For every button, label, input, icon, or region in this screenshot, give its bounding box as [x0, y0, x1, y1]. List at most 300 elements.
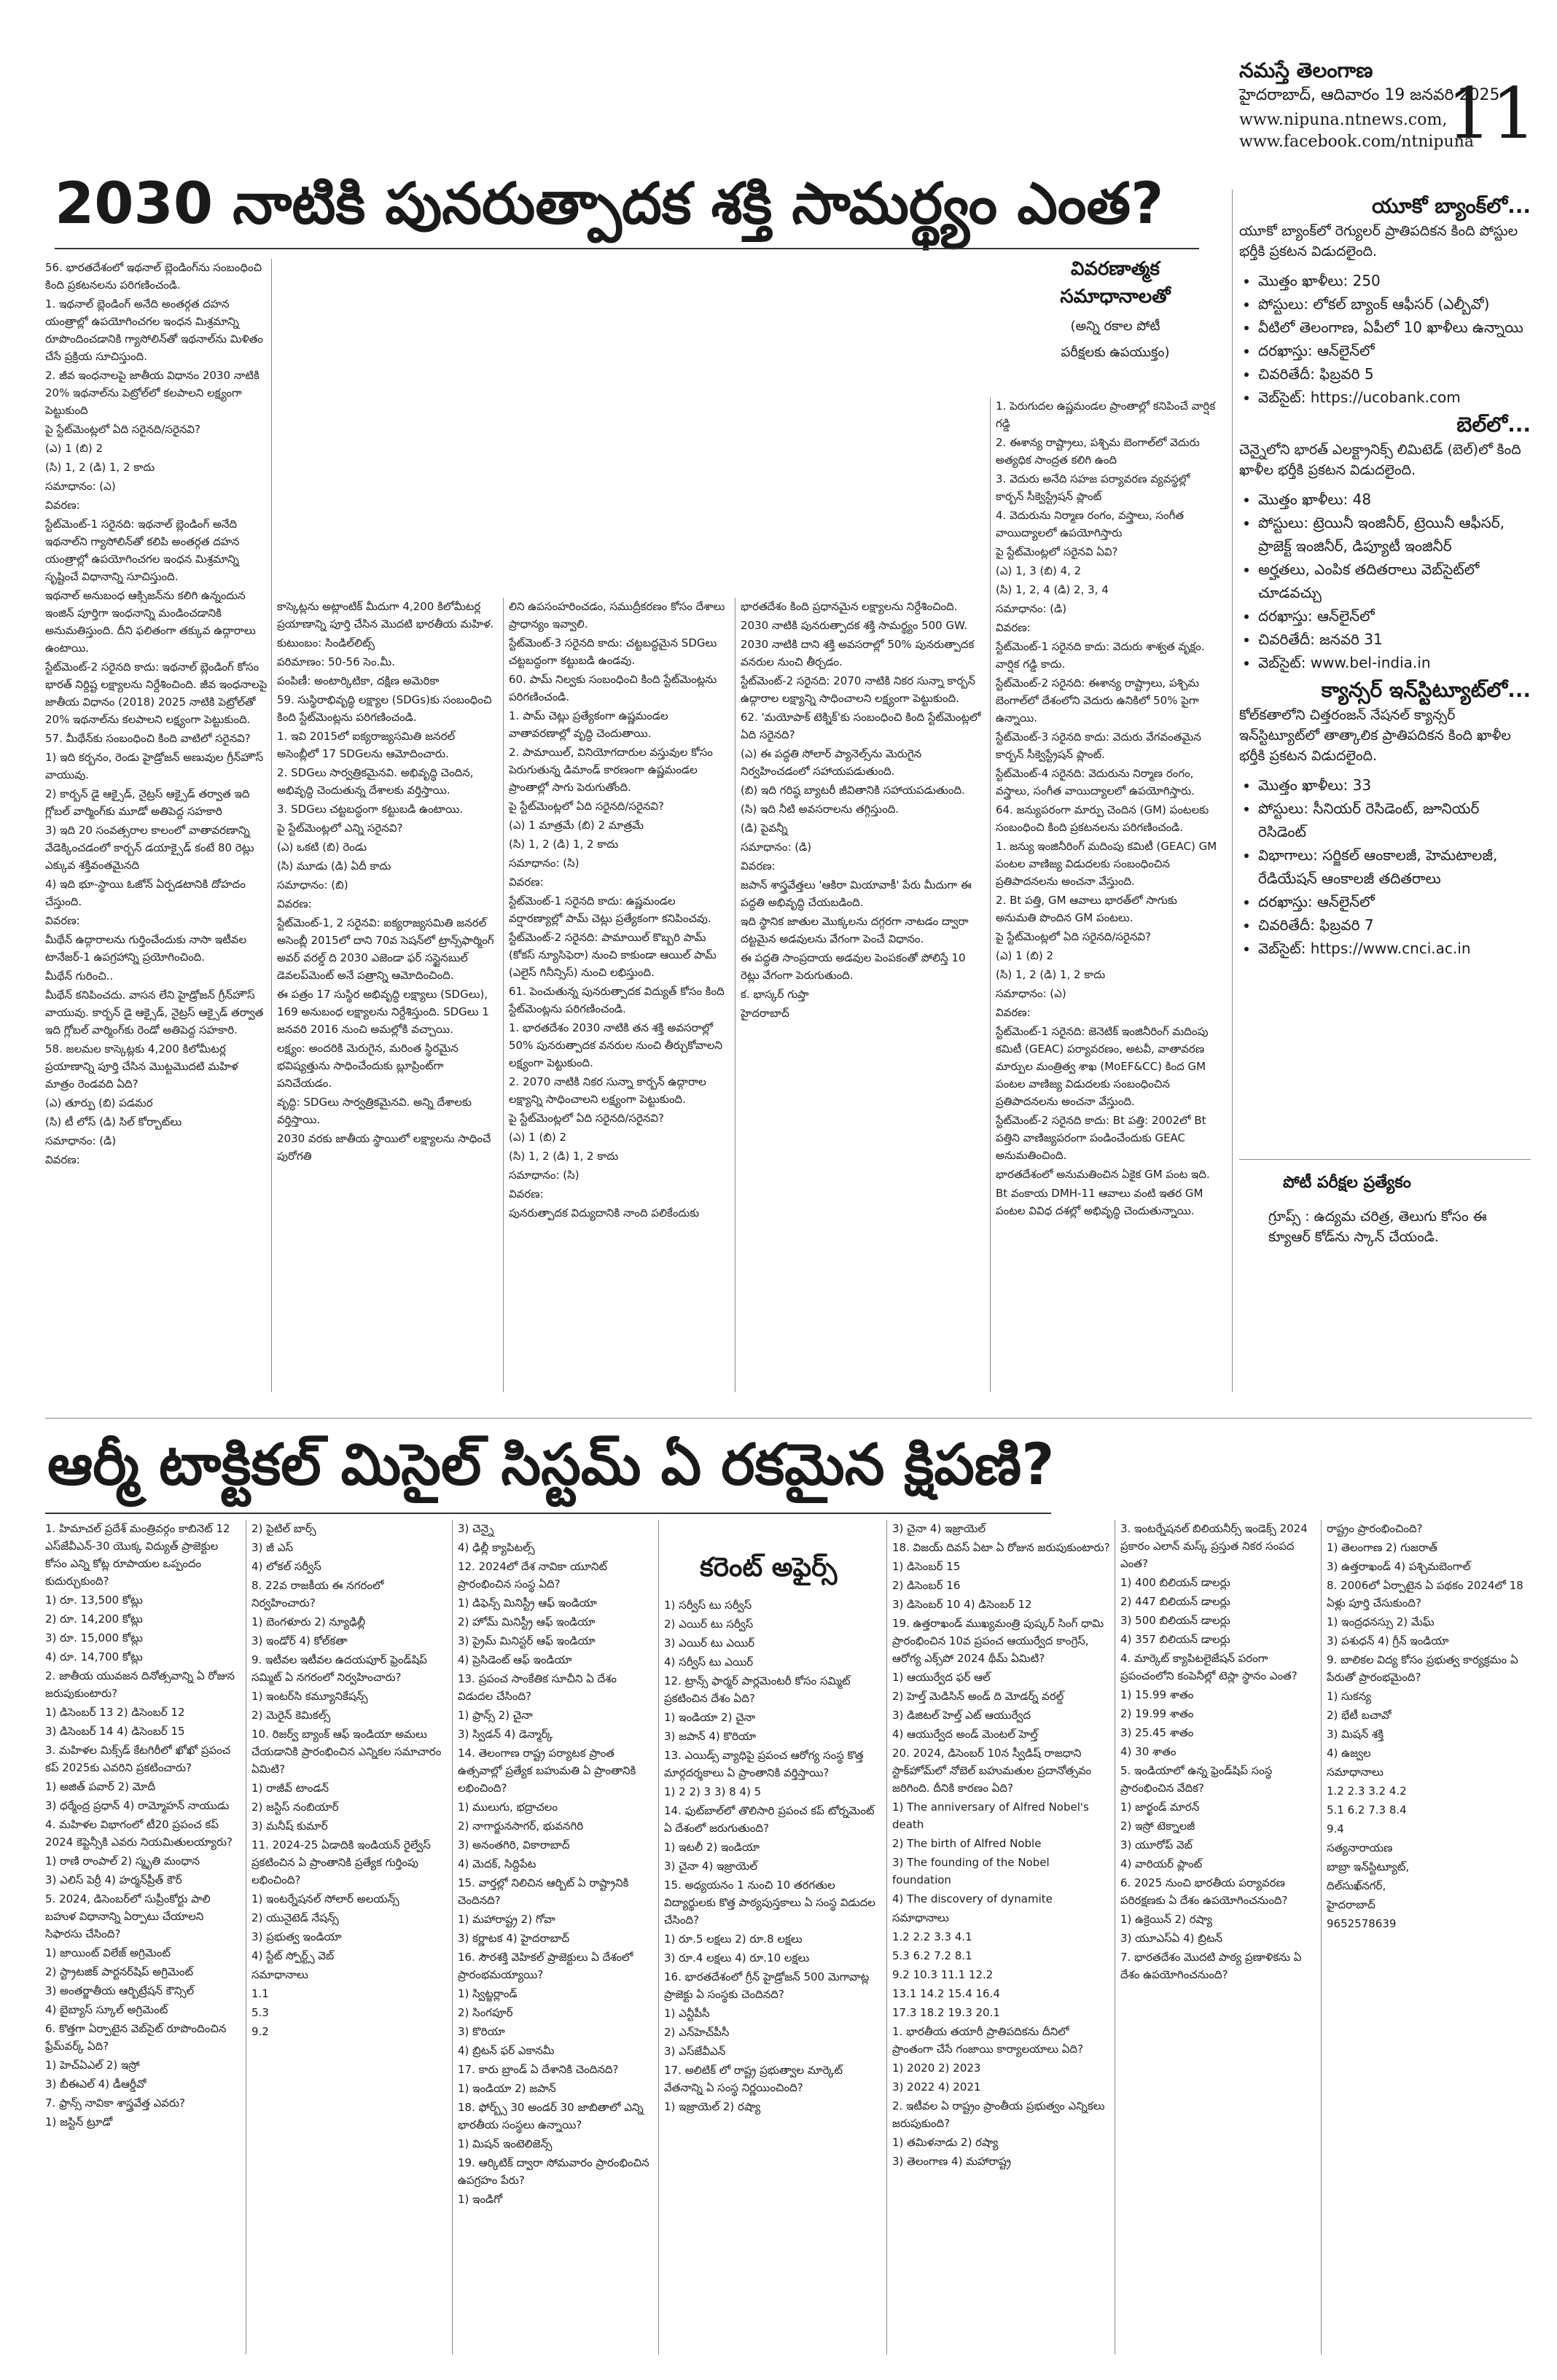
job-heading: క్యాన్సర్ ఇన్‌స్టిట్యూట్‌లో... [1321, 678, 1531, 702]
text-line: 2) కార్బన్ డై ఆక్సైడ్, నైట్రస్ ఆక్సైడ్ తర్వాత ఇది గ్లోబల్ వార్మింగ్‌కు మూడో అతిపెద్ద సహకారి [45, 787, 250, 818]
text-line: 2) యునైటెడ్ నేషన్స్ [251, 1911, 339, 1924]
text-line: 3) 25.45 శాతం [1120, 1726, 1194, 1739]
text-line: దిల్‌సుఖ్‌నగర్, [1327, 1879, 1386, 1892]
text-line: 3. వెదురు అనేది సహజ పర్యావరణ వ్యవస్థల్లో కార్బన్ సీక్వెస్ట్రేషన్ ప్లాంట్ [996, 472, 1190, 503]
text-line: 1) ఇంటర్నేషనల్ సోలార్ అలయన్స్ [251, 1892, 399, 1905]
jobs-sidebar [1239, 193, 1531, 1163]
text-line: (ఎ) ఒకటి (బి) రెండు [277, 840, 367, 854]
text-line: 3. మహిళల మిక్స్‌డ్ కేటగిరీలో ఖోఖో ప్రపంచ కప్ 2025కు ఎవరిని ప్రకటించారు? [45, 1744, 231, 1774]
text-line: (సి) ఇది నీటి అవసరాలను తగ్గిస్తుంది. [741, 803, 900, 816]
text-line: 3) రూ.4 లక్షలు 4) రూ.10 లక్షలు [664, 1951, 810, 1965]
text-line: 1. పెరుగుదల ఉష్ణమండల ప్రాంతాల్లో కనిపించే వార్షిక గడ్డి [996, 399, 1216, 430]
text-line: వివరణ: [509, 1187, 544, 1201]
text-line: 3) స్విడన్ 4) డెన్మార్క్ [458, 1728, 553, 1741]
text-line: 2) సింగపూర్ [458, 2006, 513, 2019]
text-line: సమాధానం: (డి) [996, 602, 1067, 615]
text-line: 1) ఎన్టీపీసీ [664, 2007, 710, 2020]
text-line: 60. పామ్ నిల్వకు సంబంధించి కింది స్టేట్‌మెంట్లను పరిగణించండి. [509, 673, 717, 703]
text-line: 1) ఇండిగో [458, 2193, 503, 2206]
list-item: • పోస్టులు: ట్రెయినీ ఇంజినీర్, ట్రెయినీ ఆఫీసర్, ప్రాజెక్ట్ ఇంజినీర్, డిప్యూటీ ఇంజినీర్ [1258, 511, 1531, 558]
article-column-5 [996, 397, 1218, 1396]
text-line: 3) తెలంగాణ 4) మహారాష్ట్ర [892, 2155, 1011, 2168]
column-divider [886, 1520, 887, 2354]
text-line: కాస్కెట్లను అట్లాంటిక్ మీదుగా 4,200 కిలోమీటర్ల ప్రయాణాన్ని పూర్తి చేసిన మొదటి భారతీయ మహిళ. [277, 600, 494, 631]
headline-rule [45, 1513, 1051, 1514]
web-link-2: www.facebook.com/ntnipuna [1239, 133, 1474, 151]
text-line: 3) డిసెంబర్ 10 4) డిసెంబర్ 12 [892, 1598, 1032, 1611]
list-item: • మొత్తం ఖాళీలు: 48 [1258, 488, 1531, 511]
text-line: లక్ష్యం: అందరికి మెరుగైన, మరింత స్థిరమైన భవిష్యత్తును సాధించేందుకు బ్లూప్రింట్‌గా పనిచేయడం. [277, 1042, 458, 1090]
text-line: వివరణ: [45, 914, 80, 927]
text-line: 6. 2025 నుంచి భారతీయ పర్యావరణ పరిరక్షణకు ఏ దేశం ఉపయోగించనుంది? [1120, 1876, 1288, 1907]
text-line: 2030 నాటికి దాని శక్తి అవసరాల్లో 50% పునరుత్పాదక వనరుల నుంచి తీర్చడం. [741, 638, 975, 668]
text-line: 56. భారతదేశంలో ఇథనాల్ బ్లెండింగ్‌ను సంబంధించి కింది ప్రకటనలను పరిగణించండి. [45, 261, 262, 292]
text-line: (ఎ) 1 (బి) 2 [45, 442, 104, 455]
text-line: 9. బాలికల విద్య కోసం ప్రభుత్వ కార్యక్రమం ఏ పేరుతో ప్రారంభమైంది? [1327, 1653, 1518, 1684]
section-rule [45, 1418, 1532, 1419]
text-line: 3) ఎలిస్ పెర్రీ 4) హర్మన్‌ప్రీత్ కౌర్ [45, 1873, 182, 1887]
text-line: స్టేట్‌మెంట్-2 సరైనది: పామాయిల్ కొబ్బరి పామ్ (కోకస్ న్యూసిఫెరా) నుంచి కాకుండా ఆయిల్ పామ్ (ఎలైస్ గినీన్సిస్) నుంచి లభిస్తుంది. [509, 931, 717, 979]
text-line: వివరణ: [741, 859, 776, 873]
text-line: ఈ పద్ధతి సాంప్రదాయ అడవుల పెంపకంతో పోలిస్తే 10 రెట్లు వేగంగా పెరుగుతుంది. [741, 951, 966, 982]
text-line: 3) జపాన్ 4) కొరియా [664, 1730, 757, 1743]
article-column-2 [277, 598, 499, 1396]
column-divider [1321, 1520, 1322, 2354]
text-line: పై స్టేట్‌మెంట్లలో ఏది సరైనది/సరైనవి? [45, 423, 201, 436]
text-line: స్టేట్‌మెంట్-3 సరైనది కాదు: చట్టబద్ధమైన SDGలు చట్టబద్ధంగా కట్టుబడి ఉండవు. [509, 636, 717, 667]
text-line: 4) లోకల్ సర్వీస్ [251, 1560, 321, 1573]
article-column-3 [509, 598, 731, 1396]
text-line: 6. కొత్తగా ఏర్పాటైన వెబ్‌సైట్ రూపొందించిన ఫ్రేమ్‌వర్క్ ఏది? [45, 2022, 227, 2053]
column-divider [658, 1520, 659, 2354]
text-line: 4) మెదక్, సిద్దిపేట [458, 1857, 536, 1870]
text-line: సమాధానం: (డి) [741, 840, 812, 854]
column-divider [271, 259, 272, 1392]
text-line: 3) రూ. 15,000 కోట్లు [45, 1631, 143, 1644]
text-line: 1) ఇజ్రాయెల్ 2) రష్యా [664, 2100, 761, 2113]
special-rule [1239, 1159, 1531, 1160]
list-item: • వెబ్‌సైట్: https://www.cnci.ac.in [1258, 937, 1531, 960]
text-line: 1) 400 బిలియన్ డాలర్లు [1120, 1576, 1230, 1589]
text-line: 3) యూరోప్ వెబ్ [1120, 1838, 1193, 1852]
text-line: 4) వారియర్ ప్లాంట్ [1120, 1857, 1203, 1870]
text-line: 2) హెల్త్ మెడిసిన్ అండ్ ది మోడర్న్ వరల్డ్ [892, 1690, 1064, 1703]
text-line: 13.1 14.2 15.4 16.4 [892, 1987, 1000, 2000]
list-item: • దరఖాస్తు: ఆన్‌లైన్‌లో [1258, 604, 1531, 628]
text-line: 1) ఇండియా 2) చైనా [664, 1711, 756, 1724]
text-line: 1) రాజీవ్ టాండన్ [251, 1782, 329, 1795]
text-line: 19. ఉత్తరాఖండ్ ముఖ్యమంత్రి పుష్కర్ సింగ్ ధామి ప్రారంభించిన 10వ ప్రపంచ ఆయుర్వేద కాంగ్రెస్, ఆరోగ్య ఎక్స్‌పో 2024 థీమ్ ఏమిటి? [892, 1617, 1104, 1665]
text-line: 1) రూ. 13,500 కోట్లు [45, 1593, 143, 1607]
text-line: 3) కొరియా [458, 2025, 505, 2038]
quiz-column-2 [251, 1520, 448, 2354]
list-item: • చివరితేదీ: ఫిబ్రవరి 7 [1258, 913, 1531, 937]
text-line: 2) మెరైన్ కెమికల్స్ [251, 1709, 331, 1722]
text-line: సమాధానాలు [1327, 1766, 1384, 1779]
text-line: 4) 30 శాతం [1120, 1745, 1176, 1758]
job-details [1239, 269, 1531, 409]
text-line: 11. 2024-25 ఏడాదికి ఇండియన్ రైల్వేస్ ప్రకటించిన ఏ ప్రాంతానికి ప్రత్యేక గుర్తింపు లభించింది? [251, 1838, 431, 1887]
text-line: 2. Bt పత్తి, GM ఆవాలు భారత్‌లో సాగుకు అనుమతి పొందిన GM పంటలు. [996, 894, 1177, 924]
text-line: వివరణ: [996, 1006, 1031, 1019]
text-line: 18. ఫోర్బ్స్ 30 అండర్ 30 జాబితాలో ఎన్ని భారతీయ సంస్థలు ఉన్నాయి? [458, 2101, 644, 2131]
list-item: • వెబ్‌సైట్: https://ucobank.com [1258, 386, 1531, 409]
text-line: 1) డిసెంబర్ 15 [892, 1560, 961, 1573]
text-line: సమాధానం: (సి) [509, 857, 580, 870]
text-line: 1. ఇథనాల్ బ్లెండింగ్ అనేది అంతర్గత దహన యంత్రాల్లో ఉపయోగించగల ఇంధన మిశ్రమాన్ని రూపొందించడానికి గ్యాసోలిన్‌తో ఇథనాల్‌ను మిళితం చేసే ప్రక్రియ సూచిస్తుంది. [45, 297, 263, 363]
text-line: 2. ఇటీవల ఏ రాష్ట్రం ప్రాంతీయ ప్రభుత్వం ఎన్నికలు జరుపుకుంది? [892, 2099, 1105, 2130]
text-line: 1) స్విట్జర్లాండ్ [458, 1987, 518, 2000]
text-line: పై స్టేట్‌మెంట్లలో ఏది సరైనది/సరైనవి? [996, 930, 1152, 943]
text-line: ఇది స్థానిక జాతుల మొక్కలను దగ్గరగా నాటడం ద్వారా దట్టమైన అడవులను వేగంగా పెంచే విధానం. [741, 915, 969, 945]
text-line: 3) 2022 4) 2021 [892, 2080, 981, 2094]
text-line: పరిమాణం: 50-56 సెం.మీ. [277, 655, 395, 668]
job-heading: యూకో బ్యాంక్‌లో... [1371, 194, 1531, 218]
text-line: 9.2 10.3 11.1 12.2 [892, 1968, 994, 1981]
text-line: వృద్ధి: SDGలు సార్వత్రికమైనవి. అన్ని దేశాలకు వర్తిస్తాయి. [277, 1096, 472, 1126]
text-line: 1) డిసెంబర్ 13 2) డిసెంబర్ 12 [45, 1706, 185, 1719]
text-line: 1) 2020 2) 2023 [892, 2061, 981, 2075]
text-line: 3) చెన్నై [458, 1522, 494, 1535]
text-line: (బి) ఇది గరిష్ఠ బ్యాటరీ జీవితానికి సహాయపడుతుంది. [741, 784, 965, 797]
text-line: 1) 15.99 శాతం [1120, 1688, 1194, 1701]
text-line: పునరుత్పాదక విద్యుదానికి నాంది పలికేందుకు [509, 1206, 700, 1220]
quiz-column-1 [45, 1520, 242, 2354]
column-divider [990, 397, 991, 1392]
main-headline: 2030 నాటికి పునరుత్పాదక శక్తి సామర్థ్యం ఎంత? [55, 171, 1164, 237]
text-line: స్టేట్‌మెంట్-3 సరైనది కాదు: వెదురు వేగవంతమైన కార్బన్ సీక్వెస్ట్రేషన్ ప్లాంట్. [996, 730, 1201, 761]
text-line: 3) ధర్మేంద్ర ప్రధాన్ 4) రామ్మోహన్ నాయుడు [45, 1799, 230, 1812]
text-line: 3) చైనా 4) ఇజ్రాయెల్ [892, 1522, 986, 1535]
text-line: హైదరాబాద్ [741, 1007, 789, 1020]
column-divider [452, 1520, 453, 2354]
web-link-1: www.nipuna.ntnews.com, [1239, 111, 1448, 129]
text-line: సమాధానం: (సి) [509, 1168, 580, 1182]
text-line: మీథేన్ గురించి.. [45, 969, 114, 983]
text-line: 9652578639 [1327, 1917, 1397, 1930]
list-item: • వీటిలో తెలంగాణ, ఏపీలో 10 ఖాళీలు ఉన్నాయి [1258, 316, 1531, 339]
text-line: క. భాస్కర్ గుప్తా [741, 988, 809, 1001]
text-line: 4) ఉజ్వల [1327, 1747, 1371, 1760]
text-line: పంపిణీ: అంటార్కిటికా, దక్షిణ అమెరికా [277, 674, 440, 687]
text-line: 1) ములుగు, భద్రాచలం [458, 1800, 558, 1814]
text-line: 10. రిజర్వ్ బ్యాంక్ ఆఫ్ ఇండియా అమలు చేయడానికి ప్రారంభించిన ఎన్నికల సమాచారం ఏమిటి? [251, 1728, 442, 1776]
text-line: 3) డిసెంబర్ 14 4) డిసెంబర్ 15 [45, 1725, 185, 1738]
text-line: 3) ఇది 20 సంవత్సరాల కాలంలో వాతావరణాన్ని వేడెక్కించడంలో కార్బన్ డయాక్సైడ్ కంటే 80 రెట్లు ఎక్కువ శక్తివంతమైనది [45, 824, 254, 872]
text-line: 3) అంతర్జాతీయ ఆర్బిట్రేషన్ కౌన్సిల్ [45, 1984, 195, 1997]
job-intro: కోల్‌కతాలోని చిత్తరంజన్ నేషనల్ క్యాన్సర్ ఇన్‌స్టిట్యూట్‌లో తాత్కాలిక ప్రాతిపదికన కింది ఖాళీల భర్తీకి ప్రకటన విడుదలైంది. [1239, 707, 1511, 764]
text-line: (సి) 1, 2, 4 (డి) 2, 3, 4 [996, 583, 1109, 596]
text-line: 4. మార్కెట్ క్యాపిటలైజేషన్ పరంగా ప్రపంచంలోని కంపెనీల్లో టెస్లా స్థానం ఎంత? [1120, 1652, 1298, 1682]
text-line: (ఎ) 1 (బి) 2 [509, 1131, 567, 1144]
text-line: 2. ఈశాన్య రాష్ట్రాలు, పశ్చిమ బెంగాల్‌లో వెదురు అత్యధిక సాంద్రత కలిగి ఉంది [996, 436, 1200, 467]
special-item: గ్రూప్స్ : ఉద్యమ చరిత్ర, తెలుగు కోసం ఈ క్యూఆర్ కోడ్‌ను స్కాన్ చేయండి. [1268, 1209, 1487, 1245]
text-line: రాష్ట్రం ప్రారంభించింది? [1327, 1522, 1423, 1535]
text-line: 4) బ్రిటన్ ఫర్ ఎకానమీ [458, 2044, 555, 2057]
text-line: 2. జీవ ఇంధనాలపై జాతీయ విధానం 2030 నాటికి 20% ఇథనాల్‌ను పెట్రోల్‌లో కలపాలని లక్ష్యంగా పెట్టుకుంది [45, 369, 260, 417]
text-line: 1) సుకన్య [1327, 1690, 1371, 1703]
text-line: కుటుంబం: సిండిల్‌లిట్స్ [277, 636, 375, 649]
text-line: మీథేన్ ఉద్గారాలను గుర్తించేందుకు నాసా ఇటీవల టానేజర్-1 ఉపగ్రహాన్ని ప్రయోగించింది. [45, 933, 247, 964]
list-item: • చివరితేదీ: ఫిబ్రవరి 5 [1258, 362, 1531, 386]
text-line: 2) ఇస్రో టెక్నాలజీ [1120, 1819, 1195, 1833]
text-line: 2) స్ట్రాటజిక్ పార్టనర్‌షిప్ అగ్రిమెంట్ [45, 1965, 194, 1978]
text-line: 1) The anniversary of Alfred Nobel's death [892, 1800, 1089, 1831]
text-line: 1) రూ.5 లక్షలు 2) రూ.8 లక్షలు [664, 1932, 803, 1946]
text-line: 16. సౌరశక్తి వెహికల్ ప్రాజెక్టులు ఏ దేశంలో ప్రారంభమయ్యాయి? [458, 1951, 633, 1981]
text-line: 3) ఎస్‌జేవీఎన్ [664, 2045, 726, 2058]
text-line: 3) జీ ఎస్ [251, 1541, 294, 1554]
text-line: వివరణ: [45, 499, 80, 512]
text-line: 3. ఇంటర్నేషనల్ బిలియనీర్స్ ఇండెక్స్ 2024 ప్రకారం ఎలాన్ మస్క్ ప్రస్తుత నికర సంపద ఎంత? [1120, 1522, 1308, 1570]
list-item: • మొత్తం ఖాళీలు: 33 [1258, 773, 1531, 797]
text-line: 9. ఇటీవల ఇటీవల ఉదయపూర్ ఫ్రెండ్‌షిప్ సమ్మిట్ ఏ నగరంలో నిర్వహించారు? [251, 1653, 427, 1684]
text-line: 17. కారు బ్రాండ్ ఏ దేశానికి చెందినది? [458, 2063, 619, 2076]
job-intro: చెన్నైలోని భారత్ ఎలక్ట్రానిక్స్ లిమిటెడ్ (బెల్)లో కింది ఖాళీల భర్తీకి ప్రకటన విడుదలైంది. [1239, 442, 1521, 478]
text-line: పై స్టేట్‌మెంట్లలో సరైనవి ఏవి? [996, 545, 1118, 558]
list-item: • అర్హతలు, ఎంపిక తదితరాలు వెబ్‌సైట్‌లో చూడవచ్చు [1258, 558, 1531, 604]
text-line: 4) ఆయుర్వేద అండ్ మెంటల్ హెల్త్ [892, 1728, 1038, 1741]
text-line: 1. జన్యు ఇంజినీరింగ్ మదింపు కమిటీ (GEAC) GM పంటల వాణిజ్య విడుదలకు సంబంధించిన ప్రతిపాదనలను అంచనా వేస్తుంది. [996, 840, 1217, 888]
text-line: 2030 నాటికి పునరుత్పాదక శక్తి సామర్థ్యం 500 GW. [741, 619, 967, 632]
text-line: 9.4 [1327, 1822, 1344, 1835]
text-line: 3) కర్ణాటక 4) హైదరాబాద్ [458, 1932, 570, 1945]
text-line: 4) The discovery of dynamite [892, 1892, 1053, 1905]
text-line: (ఎ) 1 మాత్రమే (బి) 2 మాత్రమే [509, 819, 644, 832]
intro-title-2: సమాధానాలతో [1060, 286, 1171, 308]
text-line: వివరణ: [996, 621, 1031, 634]
intro-title-1: వివరణాత్మక [1071, 258, 1160, 280]
job-heading: బెల్‌లో... [1456, 413, 1531, 437]
text-line: 1) అజిత్ పవార్ 2) మోదీ [45, 1780, 156, 1793]
text-line: 3) చైనా 4) ఇజ్రాయెల్ [664, 1860, 758, 1873]
text-line: 1.2 2.3 3.2 4.2 [1327, 1784, 1407, 1798]
text-line: 14. ఫుట్‌బాల్‌లో తొలిసారి ప్రపంచ కప్ టోర్నమెంట్ ఏ దేశంలో జరుగుతుంది? [664, 1804, 875, 1835]
text-line: 1) తమిళనాడు 2) రష్యా [892, 2136, 999, 2149]
text-line: (డి) పైవన్నీ [741, 822, 788, 835]
text-line: వివరణ: [45, 1153, 80, 1166]
headline-rule [55, 248, 1199, 249]
text-line: 19. ఆర్కిటిక్ ద్వారా సోమవారం ప్రారంభించిన ఉపగ్రహం పేరు? [458, 2156, 649, 2187]
text-line: (సి) టీ లోస్ (డి) సిల్ కోర్బాట్‌లు [45, 1115, 182, 1128]
second-headline: ఆర్మీ టాక్టికల్ మిసైల్ సిస్టమ్ ఏ రకమైన క్షిపణి? [47, 1432, 1055, 1498]
special-title: పోటీ పరీక్షల ప్రత్యేకం [1283, 1174, 1411, 1192]
column-divider [503, 598, 504, 1392]
text-line: 2) 447 బిలియన్ డాలర్లు [1120, 1595, 1230, 1608]
text-line: 3) యూఎస్‌ఏ 4) బ్రిటన్ [1120, 1932, 1222, 1945]
text-line: 58. జలమల కాస్కెట్లకు 4,200 కిలోమీటర్ల ప్రయాణాన్ని పూర్తి చేసిన మొట్టమొదటి మహిళ మాత్రం రెండవది ఏది? [45, 1042, 238, 1090]
text-line: 7. భారతదేశం మొదటి పాఠ్య ప్రణాళికను ఏ దేశం ఉపయోగించనుంది? [1120, 1951, 1302, 1981]
text-line: 20. 2024, డిసెంబర్ 10న స్వీడిష్ రాజధాని స్టాక్‌హోమ్‌లో నోబెల్ బహుమతుల ప్రదానోత్సవం జరిగింది. దీనికి కారణం ఏది? [892, 1747, 1092, 1795]
list-item: • విభాగాలు: సర్జికల్ ఆంకాలజీ, హెమటాలజీ, రేడియేషన్ ఆంకాలజీ తదితరాలు [1258, 843, 1531, 890]
web-links [1239, 109, 1474, 153]
quiz-column-5 [892, 1520, 1111, 2354]
text-line: 2. 2070 నాటికి నికర సున్నా కార్బన్ ఉద్గారాల లక్ష్యాన్ని సాధించాలని లక్ష్యంగా పెట్టుకుంది. [509, 1075, 706, 1106]
text-line: 1) జస్టిన్ ట్రూడో [45, 2115, 113, 2129]
text-line: పై స్టేట్‌మెంట్లలో ఎన్ని సరైనవి? [277, 822, 403, 835]
text-line: 4. వెదురును నిర్మాణ రంగం, వస్త్రాలు, సంగీత వాయిద్యాలలో ఉపయోగిస్తారు [996, 509, 1185, 539]
text-line: (ఎ) ఈ పద్ధతి సోలార్ ప్యానెల్స్‌ను మెరుగైన నిర్వహించడంలో సహాయపడుతుంది. [741, 747, 922, 778]
text-line: వివరణ: [509, 875, 544, 889]
text-line: 2. SDGలు సార్వత్రికమైనవి. అభివృద్ధి చెందిన, అభివృద్ధి చెందుతున్న దేశాలకు వర్తిస్తాయి. [277, 766, 474, 797]
text-line: సత్యనారాయణ [1327, 1841, 1393, 1854]
text-line: 14. తెలంగాణ రాష్ట్ర పర్యాటక ప్రాంత ఉత్సవాల్లో ప్రత్యేక బహుమతి ఏ ప్రాంతానికి లభించింది? [458, 1747, 636, 1795]
text-line: 59. సుస్థిరాభివృద్ధి లక్ష్యాల (SDGs)కు సంబంధించి కింది స్టేట్‌మెంట్లను పరిగణించండి. [277, 693, 492, 724]
text-line: స్టేట్‌మెంట్-1 సరైనది కాదు: ఉష్ణమండల వర్షారణ్యాల్లో పామ్ చెట్లు ప్రత్యేకంగా కనిపించవు. [509, 894, 711, 925]
text-line: 5. 2024, డిసెంబర్‌లో సుప్రీంకోర్టు పాలి బహుళ విధానాన్ని ఏర్పాటు చేయాలని సిఫారసు చేసింది? [45, 1892, 211, 1940]
text-line: 13. ఎయిడ్స్ వ్యాధిపై ప్రపంచ ఆరోగ్య సంస్థ కొత్త మార్గదర్శకాలు ఏ ప్రాంతానికి వర్తిస్తాయి? [664, 1749, 864, 1779]
text-line: 1) 2 2) 3 3) 8 4) 5 [664, 1785, 762, 1798]
page-number: 11 [1447, 73, 1537, 155]
text-line: 4) ప్రెసిడెంట్ ఆఫ్ ఇండియా [458, 1653, 572, 1666]
text-line: 2) ఎన్‌హెచ్‌పీసీ [664, 2026, 730, 2039]
job-notice [1239, 678, 1531, 960]
text-line: (ఎ) తూర్పు (బి) పడమర [45, 1096, 153, 1109]
date-line: హైదరాబాద్, ఆదివారం 19 జనవరి 2025 [1239, 86, 1500, 104]
text-line: 3) The founding of the Nobel foundation [892, 1856, 1050, 1887]
text-line: సమాధానాలు [892, 1911, 949, 1924]
text-line: 1. పామ్ చెట్లు ప్రత్యేకంగా ఉష్ణమండల వాతావరణాల్లో వృద్ధి చెందుతాయి. [509, 709, 668, 740]
job-intro: యూకో బ్యాంక్‌లో రెగ్యులర్ ప్రాతిపదికన కింది పోస్టుల భర్తీకి ప్రకటన విడుదలైంది. [1239, 223, 1518, 260]
text-line: 4) రూ. 14,700 కోట్లు [45, 1650, 143, 1663]
text-line: 1) డిఫెన్స్ మినిస్ట్రీ ఆఫ్ ఇండియా [458, 1596, 597, 1610]
text-line: 3) బీఈఎల్ 4) డీఆర్డీవో [45, 2077, 147, 2091]
current-affairs-title: కరెంట్ అఫైర్స్ [700, 1553, 838, 1583]
text-line: 3. SDGలు చట్టబద్ధంగా కట్టుబడి ఉంటాయి. [277, 803, 464, 816]
text-line: 1. ఇవి 2015లో ఐక్యరాజ్యసమితి జనరల్ అసెంబ్లీలో 17 SDGలను ఆమోదించారు. [277, 730, 456, 760]
text-line: 9.2 [251, 2025, 269, 2038]
sidebar-divider [1232, 190, 1233, 1392]
list-item: • దరఖాస్తు: ఆన్‌లైన్‌లో [1258, 339, 1531, 362]
text-line: 1) ఉక్రెయిన్ 2) రష్యా [1120, 1913, 1212, 1926]
text-line: 1) మహారాష్ట్ర 2) గోవా [458, 1913, 555, 1926]
text-line: 2. పామాయిల్, వినియోగదారుల వస్తువుల కోసం పెరుగుతున్న డిమాండ్ కారణంగా ఉష్ణమండల ప్రాంతాల్లో సాగు పెరుగుతోంది. [509, 746, 713, 794]
text-line: ఈ పత్రం 17 సుస్థిర అభివృద్ధి లక్ష్యాలు (SDGలు), 169 అనుబంధ లక్ష్యాలను నిర్దేశిస్తుంది. SDGలు 1 జనవరి 2016 నుంచి అమల్లోకి వచ్చాయి. [277, 988, 489, 1036]
list-item: • చివరితేదీ: జనవరి 31 [1258, 628, 1531, 651]
text-line: 1. భారతదేశం 2030 నాటికి తన శక్తి అవసరాల్లో 50% పునరుత్పాదక వనరుల నుంచి తీర్చుకోవాలని లక్ష్యంగా పెట్టుకుంది. [509, 1021, 723, 1069]
text-line: 3) డిజిటల్ హెల్త్ ఎట్ ఆయుర్వేద [892, 1709, 1031, 1722]
text-line: బాబ్రా ఇన్‌స్టిట్యూట్, [1327, 1860, 1410, 1873]
text-line: 1) ఇంటర్‌సి కమ్యూనికేషన్స్ [251, 1690, 368, 1703]
text-line: 1) జార్ఖండ్ మారన్ [1120, 1800, 1200, 1814]
text-line: 4) ఇది భూ-స్థాయి ఓజోన్ ఏర్పడటానికి దోహదం చేస్తుంది. [45, 878, 246, 908]
text-line: స్టేట్‌మెంట్-2 సరైనది కాదు: ఇథనాల్ బ్లెండింగ్ కోసం భారత్ నిర్దిష్ట లక్ష్యాలను నిర్దేశించింది. జీవ ఇంధనాలపై జాతీయ విధానం (2018) 2025 నాటికి పెట్రోల్‌తో 20% ఇథనాల్‌ను కలపాలని లక్ష్యంగా పెట్టుకుంది. [45, 660, 268, 726]
text-line: (సి) 1, 2 (డి) 1, 2 కాదు [996, 968, 1106, 981]
text-line: లిని ఉపసంహరించడం, సముద్రీకరణం కోసం దేశాలు ప్రాధాన్యం ఇవ్వాలి. [509, 600, 725, 631]
text-line: 2) హోమ్ మినిస్ట్రీ ఆఫ్ ఇండియా [458, 1615, 596, 1628]
text-line: 12. 2024లో దేశ నావికా యూనిట్ ప్రారంభించిన సంస్థ ఏది? [458, 1560, 608, 1591]
text-line: 1) హెచ్‌ఏఎల్ 2) ఇస్రో [45, 2059, 140, 2072]
text-line: 12. ట్రాన్స్ ఫార్మర్ పార్లమెంటరీ కోసం సమ్మిట్ ప్రకటించిన దేశం ఏది? [664, 1674, 851, 1705]
text-line: 5.1 6.2 7.3 8.4 [1327, 1803, 1407, 1817]
text-line: (సి) మూడు (డి) ఏదీ కాదు [277, 859, 391, 873]
text-line: 64. జన్యుపరంగా మార్పు చెందిన (GM) పంటలకు సంబంధించి కింది ప్రకటనలను పరిగణించండి. [996, 803, 1209, 834]
text-line: 4) స్టేట్ స్పోర్ట్స్ వెబ్ [251, 1949, 335, 1962]
text-line: సమాధానం: (ఎ) [45, 480, 116, 493]
text-line: 2) 19.99 శాతం [1120, 1707, 1194, 1720]
list-item: • వెబ్‌సైట్: www.bel-india.in [1258, 651, 1531, 674]
list-item: • పోస్టులు: సీనియర్ రెసిడెంట్, జూనియర్ రెసిడెంట్ [1258, 797, 1531, 843]
text-line: హైదరాబాద్ [1327, 1898, 1375, 1911]
text-line: వివరణ: [277, 897, 312, 910]
article-column-1 [45, 259, 268, 1396]
job-notice [1239, 194, 1531, 409]
text-line: 1) బెంగళూరు 2) న్యూఢిల్లీ [251, 1615, 366, 1628]
text-line: 5.3 6.2 7.2 8.1 [892, 1949, 972, 1962]
text-line: 8. 2006లో ఏర్పాటైన ఏ పథకం 2024లో 18 ఏళ్లు పూర్తి చేసుకుంది? [1327, 1579, 1523, 1610]
text-line: 2) డిసెంబర్ 16 [892, 1579, 961, 1592]
text-line: 2) నాగార్జునసాగర్, భువనగిరి [458, 1819, 584, 1833]
text-line: 3) ప్రైమ్ మినిస్టర్ ఆఫ్ ఇండియా [458, 1634, 596, 1647]
text-line: 1. భారతీయ తయారీ ప్రాతిపదికను దీనిలో ప్రాంతంగా చేసే గంజాయి కార్యాలయాలు ఏది? [892, 2025, 1084, 2056]
text-line: 2) The birth of Alfred Noble [892, 1837, 1042, 1850]
list-item: • పోస్టులు: లోకల్ బ్యాంక్ ఆఫీసర్ (ఎల్బీవో) [1258, 292, 1531, 316]
text-line: 4. మహిళల విభాగంలో టీ20 ప్రపంచ కప్ 2024 కెప్టెన్సీకి ఎవరు నియమితులయ్యారు? [45, 1818, 233, 1849]
text-line: Bt వంకాయ DMH-11 ఆవాలు వంటి ఇతర GM పంటల వివిధ దశల్లో అభివృద్ధి చెందుతున్నాయి. [996, 1187, 1203, 1217]
text-line: 3) మనీష్ కుమార్ [251, 1819, 328, 1833]
job-notice [1239, 413, 1531, 674]
text-line: 7. ఫ్రాన్స్ నావికా శాస్త్రవేత్త ఎవరు? [45, 2096, 185, 2110]
quiz-column-6 [1120, 1520, 1317, 2354]
text-line: 1) తెలంగాణ 2) గుజరాత్ [1327, 1541, 1437, 1554]
text-line: స్టేట్‌మెంట్-1, 2 సరైనవి: ఐక్యరాజ్యసమితి జనరల్ అసెంబ్లీ 2015లో దాని 70వ సెషన్‌లో ట్రాన్స్‌ఫార్మింగ్ అవర్ వరల్డ్ ది 2030 ఎజెండా ఫర్ సస్టైనబుల్ డెవలప్‌మెంట్ అనే పత్రాన్ని ఆమోదించింది. [277, 916, 494, 982]
text-line: 3) మిషన్ శక్తి [1327, 1728, 1384, 1741]
text-line: పై స్టేట్‌మెంట్లలో ఏది సరైనది/సరైనవి? [509, 800, 665, 813]
text-line: స్టేట్‌మెంట్-1 సరైనది కాదు: వెదురు శాశ్వత వృక్షం. వార్షిక గడ్డి కాదు. [996, 640, 1205, 671]
text-line: సమాధానం: (బి) [277, 878, 348, 891]
text-line: 2) రూ. 14,200 కోట్లు [45, 1612, 143, 1626]
article-column-4 [741, 598, 985, 1396]
text-line: ఇథనాల్ అనుబంధ ఆక్సిజన్‌ను కలిగి ఉన్నందున ఇంజిన్ పూర్తిగా ఇంధనాన్ని మండించడానికి అనుమతిస్తుంది. దీని ఫలితంగా తక్కువ ఉద్గారాలు ఉంటాయి. [45, 589, 256, 655]
text-line: 2) భేటీ బచావో [1327, 1709, 1392, 1722]
text-line: 1) ఆయుర్వేద ఫర్ ఆల్ [892, 1671, 991, 1684]
text-line: 15. వార్తల్లో నిలిచిన ఆర్బిట్ ఏ రాష్ట్రానికి చెందినది? [458, 1876, 629, 1907]
list-item: • దరఖాస్తు: ఆన్‌లైన్‌లో [1258, 890, 1531, 913]
intro-box [1006, 255, 1225, 363]
text-line: సమాధానాలు [251, 1968, 308, 1981]
text-line: 2. జాతీయ యువజన దినోత్సవాన్ని ఏ రోజున జరుపుకుంటారు? [45, 1669, 235, 1700]
text-line: స్టేట్‌మెంట్-1 సరైనది: ఇథనాల్ బ్లెండింగ్ అనేది ఇథనాల్‌ని గ్యాసోలిన్‌తో కలిపి అంతర్గత దహన యంత్రాల్లో ఉపయోగించగల ఇంధన మిశ్రమాన్ని సృష్టించే విధానాన్ని సూచిస్తుంది. [45, 518, 240, 583]
text-line: 3) ఇండోర్ 4) కోల్‌కతా [251, 1634, 348, 1647]
text-line: 3) అనంతగిరి, వికారాబాద్ [458, 1838, 570, 1852]
text-line: సమాధానం: (డి) [45, 1134, 117, 1147]
text-line: జపాన్ శాస్త్రవేత్తలు 'ఆకిరా మియావాకీ' పేరు మీదుగా ఈ పద్ధతి అభివృద్ధి చేయబడింది. [741, 878, 972, 909]
text-line: స్టేట్‌మెంట్-1 సరైనది: జెనెటిక్ ఇంజినీరింగ్ మదింపు కమిటీ (GEAC) పర్యావరణం, అటవీ, వాతావరణ మార్పుల మంత్రిత్వ శాఖ (MoEF&CC) కింద GM పంటల వాణిజ్య విడుదలకు సంబంధించిన ప్రతిపాదనలను అంచనా వేస్తుంది. [996, 1025, 1209, 1108]
text-line: 15. అధ్యయనం 1 నుంచి 10 తరగతుల విద్యార్థులకు కొత్త పాఠ్యపుస్తకాలు ఏ సంస్థ విడుదల చేసింది? [664, 1878, 875, 1927]
text-line: స్టేట్‌మెంట్-2 సరైనది కాదు: Bt పత్తి: 2002లో Bt పత్తిని వాణిజ్యపరంగా పండించేందుకు GEAC అనుమతించింది. [996, 1114, 1206, 1162]
text-line: 1.1 [251, 1987, 269, 2000]
text-line: 5.3 [251, 2006, 269, 2019]
text-line: (సి) 1, 2 (డి) 1, 2 కాదు [509, 838, 619, 851]
text-line: 4) సర్వీస్ టు ఎయిర్ [664, 1655, 754, 1669]
text-line: 4) 357 బిలియన్ డాలర్లు [1120, 1633, 1230, 1646]
list-item: • మొత్తం ఖాళీలు: 250 [1258, 269, 1531, 292]
text-line: 61. పెంచుతున్న పునరుత్పాదక విద్యుత్ కోసం కింది స్టేట్‌మెంట్లను పరిగణించండి. [509, 985, 725, 1015]
text-line: మీథేన్ కనిపించదు. వాసన లేని హైడ్రోజన్ గ్రీన్‌హౌస్ వాయువు. కార్బన్ డై ఆక్సైడ్, నైట్రస్ ఆక్సైడ్ తర్వాత ఇది గ్లోబల్ వార్మింగ్‌కు రెండో అతిపెద్ద సహకారి. [45, 988, 264, 1037]
quiz-column-3 [458, 1520, 655, 2354]
intro-sub-2: పరీక్షలకు ఉపయుక్తం) [1061, 345, 1170, 360]
text-line: పై స్టేట్‌మెంట్లలో ఏది సరైనది/సరైనవి? [509, 1112, 665, 1125]
text-line: 1) ఇంద్రధనస్సు 2) మేఘ్ [1327, 1615, 1435, 1628]
text-line: 8. 22వ రాజకీయ ఈ నగరంలో నిర్వహించారు? [251, 1579, 384, 1610]
text-line: 1) ఇటలీ 2) ఇండియా [664, 1841, 760, 1854]
text-line: (సి) 1, 2 (డి) 1, 2 కాదు [509, 1150, 619, 1163]
text-line: భారతదేశంలో అనుమతించిన ఏకైక GM పంట ఇది. [996, 1168, 1210, 1181]
text-line: 3) ఉత్తరాఖండ్ 4) పశ్చిమబెంగాల్ [1327, 1560, 1471, 1573]
text-line: 5. ఇండియాలో ఉన్న ఫ్రెండ్‌షిప్ సంస్థ ప్రారంభించిన వేదిక? [1120, 1764, 1273, 1795]
text-line: స్టేట్‌మెంట్-2 సరైనది: ఈశాన్య రాష్ట్రాలు, పశ్చిమ బెంగాల్‌లో దేశంలోని వెదురు ఉనికిలో 50% పైగా ఉన్నాయి. [996, 676, 1200, 725]
text-line: (సి) 1, 2 (డి) 1, 2 కాదు [45, 461, 155, 474]
